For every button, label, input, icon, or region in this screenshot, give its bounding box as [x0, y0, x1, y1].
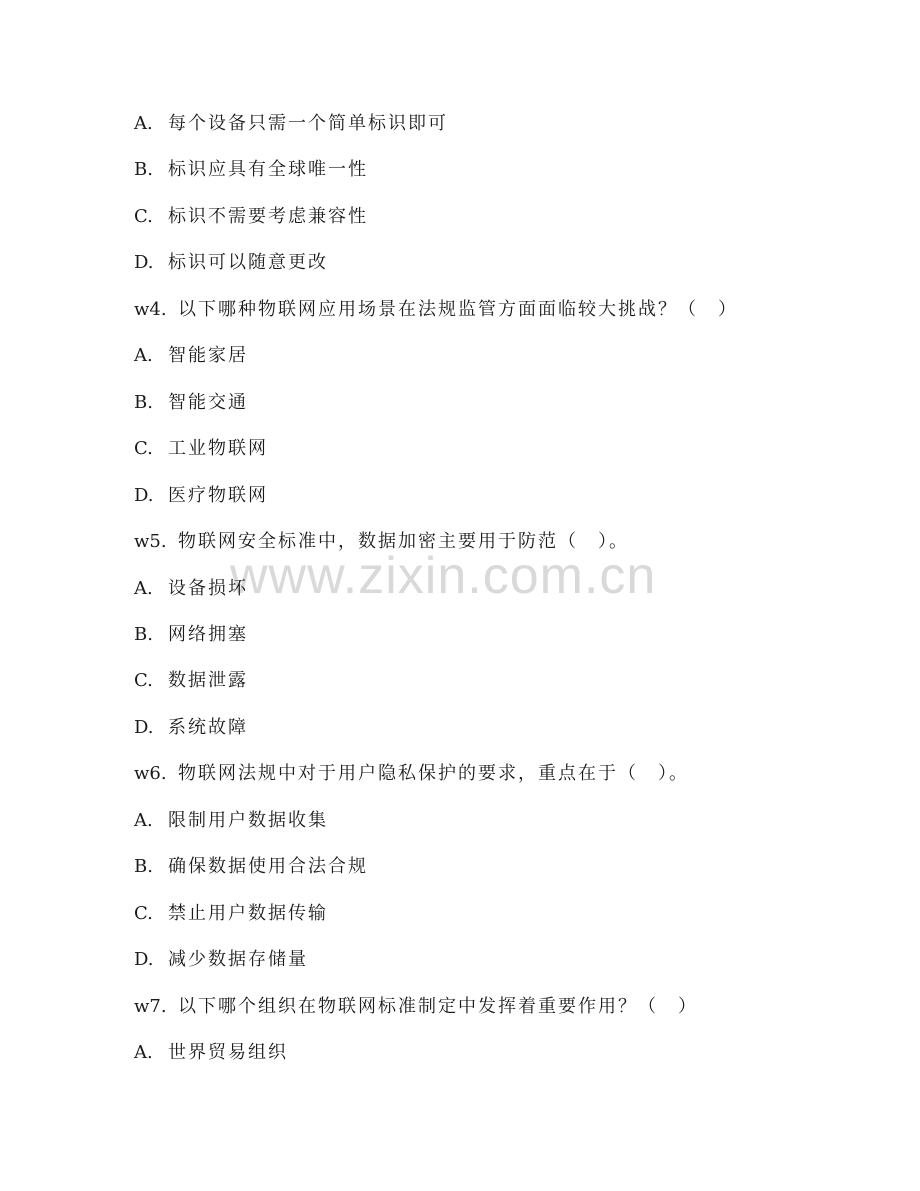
option-text: 智能交通: [168, 392, 248, 413]
option-letter: A.: [134, 345, 153, 366]
answer-option: [134, 158, 368, 182]
question-text: 物联网法规中对于用户隐私保护的要求，重点在于（ ）。: [178, 763, 689, 784]
option-letter: C.: [134, 206, 153, 227]
option-letter: B.: [134, 624, 153, 645]
answer-option: [134, 623, 248, 647]
question-stem: [134, 762, 689, 786]
option-letter: D.: [134, 717, 154, 738]
option-text: 标识不需要考虑兼容性: [168, 206, 368, 227]
question-text: 以下哪个组织在物联网标准制定中发挥着重要作用？（ ）: [178, 996, 698, 1017]
option-letter: B.: [134, 856, 153, 877]
option-text: 每个设备只需一个简单标识即可: [168, 113, 448, 134]
option-letter: C.: [134, 438, 153, 459]
option-letter: B.: [134, 392, 153, 413]
option-letter: C.: [134, 670, 153, 691]
option-text: 网络拥塞: [168, 624, 248, 645]
option-text: 世界贸易组织: [168, 1042, 288, 1063]
option-letter: A.: [134, 113, 153, 134]
option-text: 设备损坏: [168, 578, 248, 599]
option-letter: A.: [134, 578, 153, 599]
option-text: 减少数据存储量: [168, 949, 308, 970]
option-text: 禁止用户数据传输: [168, 903, 328, 924]
answer-option: [134, 669, 248, 693]
answer-option: [134, 1041, 288, 1065]
option-text: 限制用户数据收集: [168, 810, 328, 831]
answer-option: [134, 716, 248, 740]
answer-option: [134, 391, 248, 415]
option-text: 标识应具有全球唯一性: [168, 159, 368, 180]
answer-option: [134, 948, 308, 972]
question-number: w6.: [134, 763, 167, 784]
option-text: 数据泄露: [168, 670, 248, 691]
option-text: 工业物联网: [168, 438, 268, 459]
question-stem: [134, 530, 629, 554]
option-letter: D.: [134, 949, 154, 970]
option-text: 标识可以随意更改: [168, 252, 328, 273]
option-text: 系统故障: [168, 717, 248, 738]
answer-option: [134, 484, 268, 508]
option-letter: D.: [134, 485, 154, 506]
question-number: w4.: [134, 299, 167, 320]
option-letter: B.: [134, 159, 153, 180]
option-text: 确保数据使用合法合规: [168, 856, 368, 877]
answer-option: [134, 344, 248, 368]
option-text: 智能家居: [168, 345, 248, 366]
question-number: w7.: [134, 996, 167, 1017]
answer-option: [134, 577, 248, 601]
answer-option: [134, 809, 328, 833]
option-text: 医疗物联网: [168, 485, 268, 506]
option-letter: A.: [134, 810, 153, 831]
option-letter: C.: [134, 903, 153, 924]
answer-option: [134, 855, 368, 879]
answer-option: [134, 902, 328, 926]
question-stem: [134, 995, 698, 1019]
question-text: 以下哪种物联网应用场景在法规监管方面面临较大挑战？（ ）: [178, 299, 738, 320]
question-text: 物联网安全标准中，数据加密主要用于防范（ ）。: [178, 531, 629, 552]
question-stem: [134, 298, 738, 322]
answer-option: [134, 437, 268, 461]
option-letter: D.: [134, 252, 154, 273]
answer-option: [134, 205, 368, 229]
question-number: w5.: [134, 531, 167, 552]
watermark: www.zixin.com.cn: [230, 547, 657, 605]
option-letter: A.: [134, 1042, 153, 1063]
answer-option: [134, 112, 448, 136]
answer-option: [134, 251, 328, 275]
